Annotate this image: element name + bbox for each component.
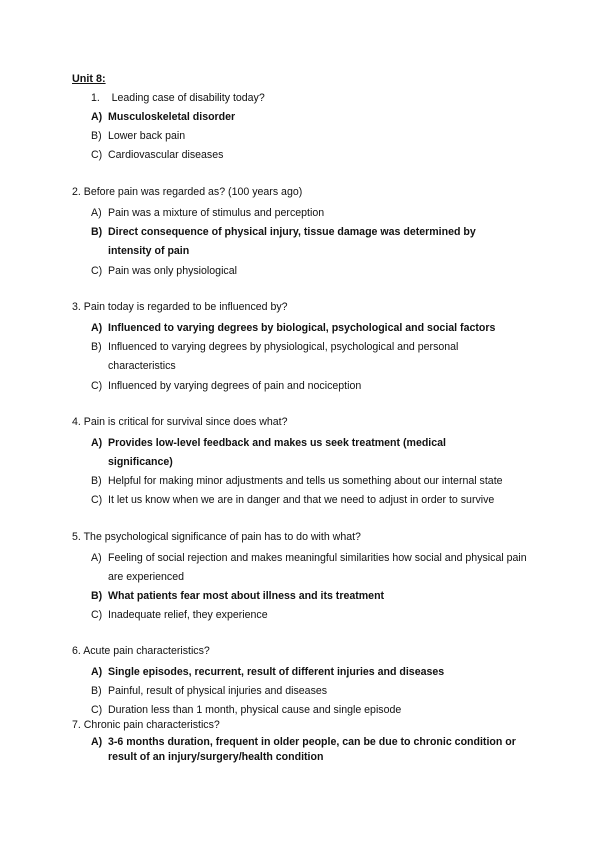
question-3-option-a [91,319,541,338]
option-label: A) [91,552,102,564]
option-text: Direct consequence of physical injury, tissue damage was determined by intensity of pain [108,226,476,257]
option-label: B) [91,475,102,487]
option-text: Feeling of social rejection and makes meaningful similarities how social and physical pain are experienced [108,552,527,583]
option-label: A) [91,322,103,334]
option-text: It let us know when we are in danger and that we need to adjust in order to survive [108,494,495,506]
option-label: B) [91,130,102,142]
question-6-option-c [91,701,541,720]
question-1-number: 1. [91,92,100,104]
question-1 [91,92,265,104]
option-label: A) [91,207,102,219]
option-label: C) [91,380,103,392]
question-6-option-a [91,663,541,682]
option-text: Painful, result of physical injuries and diseases [108,685,328,697]
question-5-option-b [91,587,541,606]
option-text: Pain was only physiological [108,265,237,277]
question-4-option-a [91,434,541,472]
option-text: Single episodes, recurrent, result of different injuries and diseases [108,666,445,678]
option-label: C) [91,609,103,621]
option-text: Influenced to varying degrees by biological, psychological and social factors [108,322,496,334]
option-label: B) [91,590,103,602]
question-2-option-b [91,223,541,261]
option-label: B) [91,226,103,238]
option-text: Helpful for making minor adjustments and tells us something about our internal state [108,475,503,487]
option-text: What patients fear most about illness and its treatment [108,590,385,602]
option-label: C) [91,494,103,506]
option-label: C) [91,704,103,716]
question-3-option-b [91,338,541,376]
option-text: Lower back pain [108,130,186,142]
question-4: 4. Pain is critical for survival since does what? [72,416,288,428]
question-2: 2. Before pain was regarded as? (100 years ago) [72,186,303,198]
option-label: B) [91,341,102,353]
question-2-option-a [91,204,541,223]
option-text: Influenced by varying degrees of pain and nociception [108,380,362,392]
question-2-option-c [91,262,541,281]
question-4-option-b [91,472,541,491]
option-text: Provides low-level feedback and makes us seek treatment (medical significance) [108,437,446,468]
question-6: 6. Acute pain characteristics? [72,645,210,657]
option-text: Cardiovascular diseases [108,149,224,161]
option-label: C) [91,149,103,161]
option-label: A) [91,736,103,748]
question-5-option-a [91,549,541,587]
option-text: 3-6 months duration, frequent in older people, can be due to chronic condition or result of an injury/surgery/health condition [108,736,516,763]
question-6-option-b [91,682,541,701]
question-4-option-c [91,491,541,510]
option-label: C) [91,265,103,277]
question-1-option-b [91,127,541,146]
option-text: Musculoskeletal disorder [108,111,236,123]
question-5-option-c [91,606,541,625]
option-label: A) [91,111,103,123]
question-5: 5. The psychological significance of pain has to do with what? [72,531,361,543]
question-3: 3. Pain today is regarded to be influenced by? [72,301,288,313]
unit-title: Unit 8: [72,73,106,85]
question-7: 7. Chronic pain characteristics? [72,719,220,731]
option-label: A) [91,437,103,449]
option-label: B) [91,685,102,697]
option-text: Inadequate relief, they experience [108,609,268,621]
question-1-option-a [91,108,541,127]
question-3-option-c [91,377,541,396]
question-7-option-a [91,735,541,765]
option-text: Pain was a mixture of stimulus and perception [108,207,325,219]
option-label: A) [91,666,103,678]
option-text: Duration less than 1 month, physical cause and single episode [108,704,402,716]
question-1-text: Leading case of disability today? [111,92,265,104]
question-1-option-c [91,146,541,165]
option-text: Influenced to varying degrees by physiological, psychological and personal characteristics [108,341,459,372]
